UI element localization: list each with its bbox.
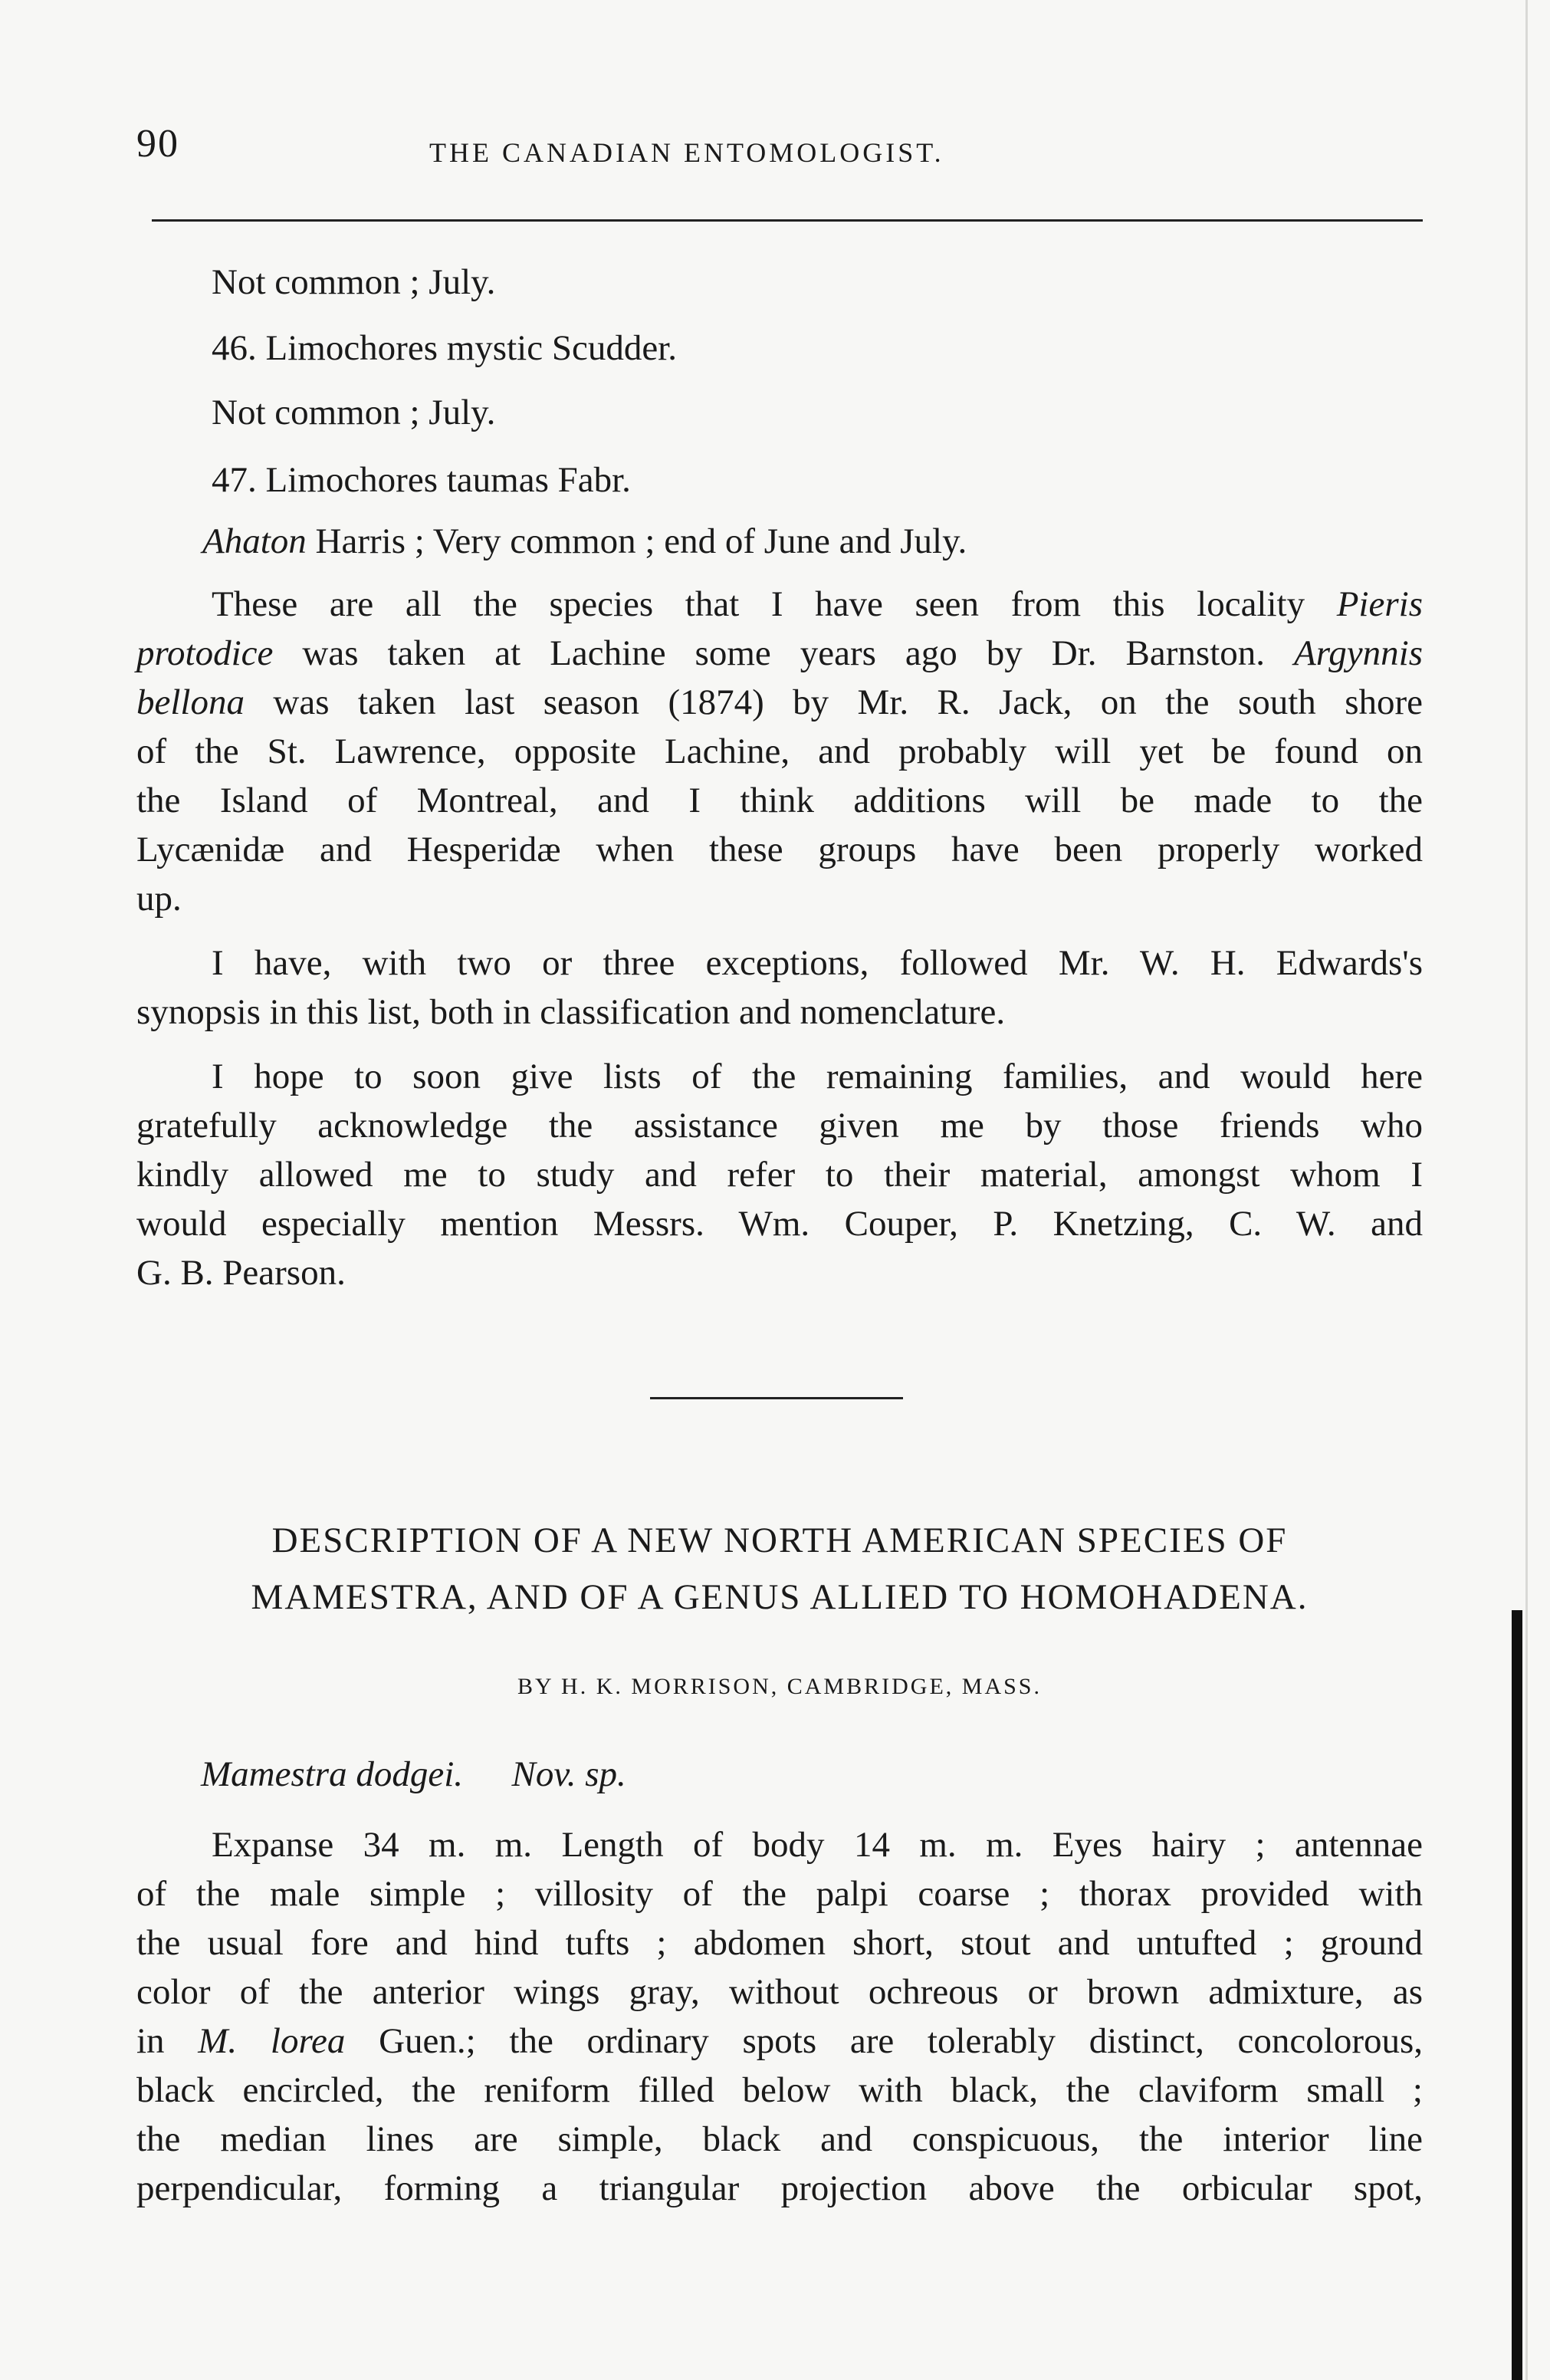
paragraph-line: would especially mention Messrs. Wm. Couper, P. Knetzing, C. W. and	[136, 1204, 1423, 1244]
text-run: was taken last season (1874) by Mr. R. Jack, on the south shore	[244, 682, 1423, 722]
description-line	[136, 2018, 1423, 2064]
header-rule	[152, 219, 1423, 222]
description-line: perpendicular, forming a triangular projection above the orbicular spot,	[136, 2168, 1423, 2208]
list-line: 47. Limochores taumas Fabr.	[212, 460, 631, 500]
list-line: Not common ; July.	[212, 262, 496, 302]
description-line: the usual fore and hind tufts ; abdomen short, stout and untufted ; ground	[136, 1923, 1423, 1963]
article-byline: BY H. K. MORRISON, CAMBRIDGE, MASS.	[517, 1674, 1042, 1699]
page-number: 90	[136, 122, 179, 166]
paragraph-line: I hope to soon give lists of the remaining families, and would here	[212, 1057, 1423, 1096]
paragraph-line	[136, 679, 1423, 725]
text-run: was taken at Lachine some years ago by Dr. Barnston.	[273, 633, 1295, 673]
paragraph-line	[212, 581, 1423, 627]
description-line: black encircled, the reniform filled below with black, the claviform small ;	[136, 2070, 1423, 2110]
paragraph-line: Lycænidæ and Hesperidæ when these groups have been properly worked	[136, 830, 1423, 869]
paragraph-line	[136, 630, 1423, 676]
paragraph-line: of the St. Lawrence, opposite Lachine, and probably will yet be found on	[136, 731, 1423, 771]
paragraph-line: synopsis in this list, both in classification and nomenclature.	[136, 992, 1006, 1032]
paragraph-line: the Island of Montreal, and I think additions will be made to the	[136, 781, 1423, 820]
paragraph-line: I have, with two or three exceptions, followed Mr. W. H. Edwards's	[212, 943, 1423, 983]
species-name: Mamestra dodgei.	[201, 1754, 464, 1794]
paragraph-line: gratefully acknowledge the assistance given me by those friends who	[136, 1106, 1423, 1146]
text-run: Guen.; the ordinary spots are tolerably distinct, concolorous,	[379, 2021, 1424, 2061]
species-name: Pieris	[1336, 584, 1423, 624]
description-line: color of the anterior wings gray, without ochreous or brown admixture, as	[136, 1972, 1423, 2012]
scan-edge	[1525, 0, 1528, 2380]
paragraph-line: kindly allowed me to study and refer to their material, amongst whom I	[136, 1155, 1423, 1195]
species-name: protodice	[136, 633, 274, 673]
description-line: the median lines are simple, black and conspicuous, the interior line	[136, 2119, 1423, 2159]
paragraph-line: up.	[136, 879, 182, 919]
description-line: of the male simple ; villosity of the palpi coarse ; thorax provided with	[136, 1874, 1423, 1914]
list-line	[202, 518, 967, 564]
list-line: Not common ; July.	[212, 393, 496, 432]
paragraph-line: G. B. Pearson.	[136, 1253, 346, 1293]
species-name: M. lorea	[198, 2021, 346, 2061]
article-title-line: DESCRIPTION OF A NEW NORTH AMERICAN SPECIES OF	[271, 1520, 1288, 1560]
section-divider	[650, 1397, 903, 1399]
species-name: bellona	[136, 682, 245, 722]
running-head: THE CANADIAN ENTOMOLOGIST.	[429, 137, 944, 168]
list-line: 46. Limochores mystic Scudder.	[212, 328, 677, 368]
text-run: These are all the species that I have seen from this locality	[212, 584, 1337, 624]
text-run: in	[136, 2021, 199, 2061]
species-note: Nov. sp.	[511, 1754, 626, 1794]
scan-edge-shadow	[1512, 1610, 1522, 2380]
article-title-line: MAMESTRA, AND OF A GENUS ALLIED TO HOMOHADENA.	[251, 1577, 1309, 1617]
species-name: Argynnis	[1294, 633, 1423, 673]
genus-name: Ahaton	[202, 521, 307, 561]
description-line: Expanse 34 m. m. Length of body 14 m. m. Eyes hairy ; antennae	[212, 1825, 1423, 1865]
list-line-text: Harris ; Very common ; end of June and July.	[306, 521, 967, 561]
species-heading	[201, 1751, 626, 1797]
